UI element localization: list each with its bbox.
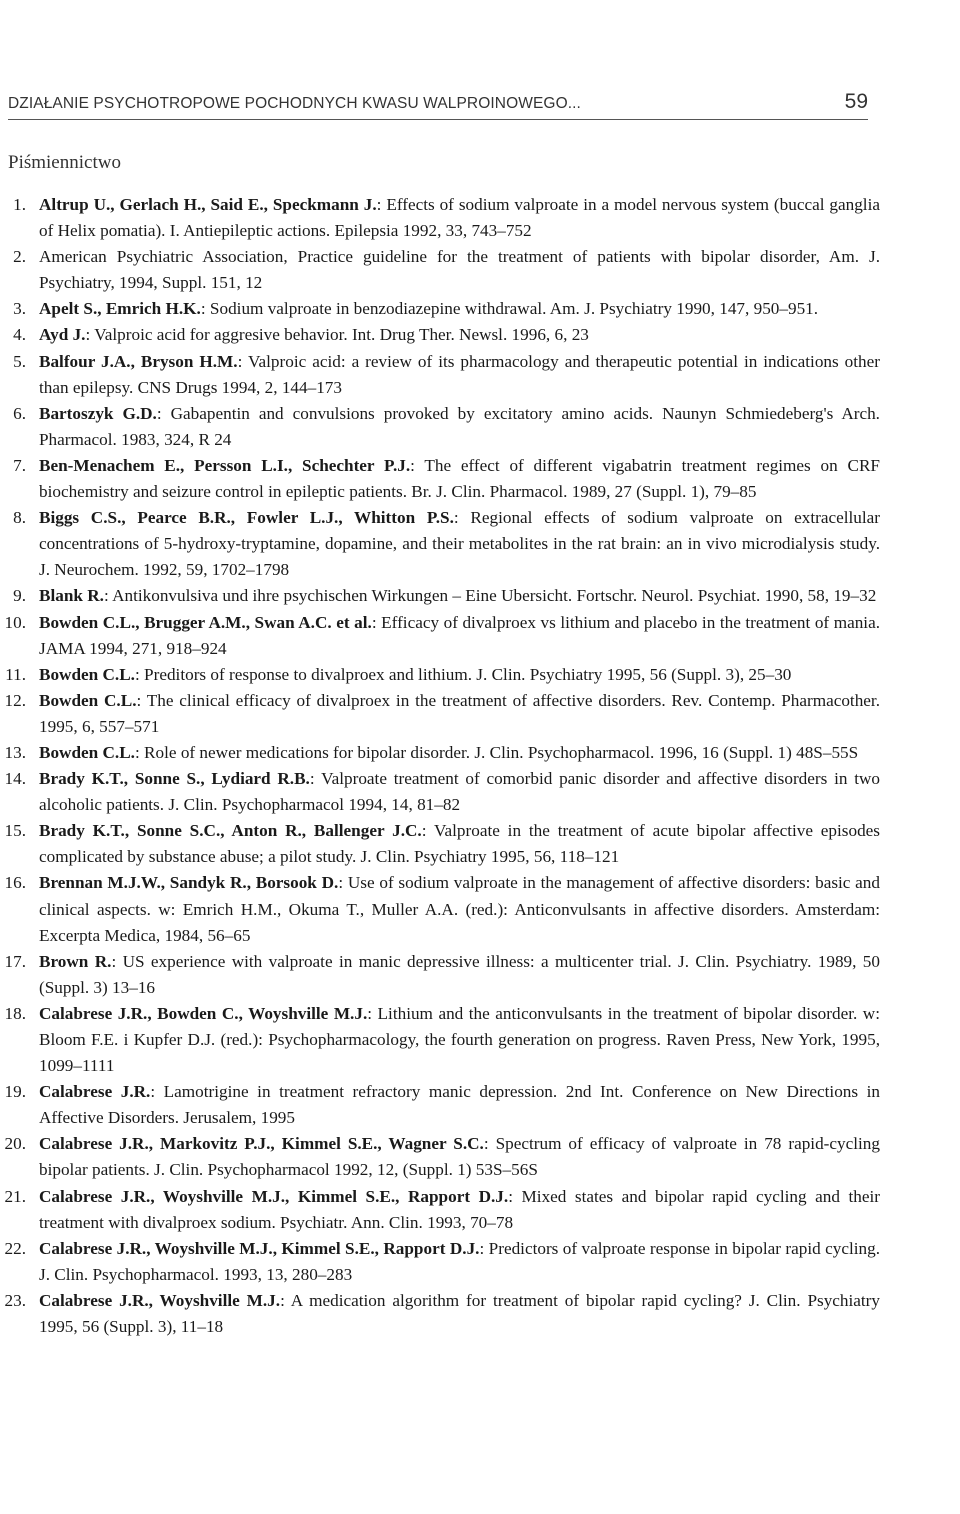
reference-text: : Use of sodium valproate in the management of affective disorders: basic and clinical aspects. w: Emrich H.M., Okuma T., Muller A.A. (red.): Anticonvulsants in affective disorders. Amsterdam: Excerpta Medica, 1984, 56–65 — [39, 873, 880, 945]
reference-item — [0, 662, 880, 688]
reference-authors: Brady K.T., Sonne S., Lydiard R.B. — [39, 769, 310, 789]
reference-text: : Lamotrigine in treatment refractory manic depression. 2nd Int. Conference on New Directions in Affective Disorders. Jerusalem, 1995 — [39, 1082, 880, 1128]
reference-authors: Bowden C.L. — [39, 742, 135, 762]
reference-text: : Role of newer medications for bipolar disorder. J. Clin. Psychopharmacol. 1996, 16 (Suppl. 1) 48S–55S — [134, 742, 859, 762]
reference-item — [0, 349, 880, 401]
reference-authors: Ben-Menachem E., Persson L.I., Schechter P.J. — [39, 455, 411, 475]
reference-item — [0, 1236, 880, 1288]
reference-text: : Mixed states and bipolar rapid cycling and their treatment with divalproex sodium. Psychiatr. Ann. Clin. 1993, 70–78 — [39, 1186, 880, 1232]
page-number: 59 — [844, 90, 868, 113]
reference-number: 14. — [4, 769, 26, 789]
reference-number: 19. — [4, 1082, 26, 1102]
reference-text: : The clinical efficacy of divalproex in the treatment of affective disorders. Rev. Contemp. Pharmacother. 1995, 6, 557–571 — [39, 690, 881, 736]
reference-item — [0, 1079, 880, 1131]
reference-authors: Calabrese J.R. — [39, 1082, 151, 1102]
reference-number: 6. — [13, 403, 26, 423]
reference-item — [0, 505, 880, 583]
reference-number: 17. — [4, 951, 26, 971]
reference-number: 3. — [13, 299, 26, 319]
reference-item — [0, 610, 880, 662]
reference-number: 23. — [4, 1290, 26, 1310]
reference-number: 9. — [13, 586, 26, 606]
reference-number: 10. — [4, 612, 26, 632]
reference-text: : Valproate in the treatment of acute bipolar affective episodes complicated by substance abuse; a pilot study. J. Clin. Psychiatry 1995, 56, 118–121 — [39, 821, 880, 867]
reference-number: 20. — [4, 1134, 26, 1154]
reference-text: American Psychiatric Association, Practice guideline for the treatment of patients with bipolar disorder, Am. J. Psychiatry, 1994, Suppl. 151, 12 — [39, 247, 880, 293]
reference-authors: Calabrese J.R., Woyshville M.J., Kimmel S.E., Rapport D.J. — [39, 1186, 509, 1206]
reference-authors: Biggs C.S., Pearce B.R., Fowler L.J., Whitton P.S. — [39, 508, 454, 528]
reference-authors: Calabrese J.R., Bowden C., Woyshville M.J. — [39, 1003, 368, 1023]
reference-authors: Brown R. — [39, 951, 112, 971]
reference-item — [0, 244, 880, 296]
reference-item — [0, 192, 880, 244]
reference-authors: Calabrese J.R., Woyshville M.J., Kimmel S.E., Rapport D.J. — [39, 1238, 480, 1258]
reference-authors: Bowden C.L. — [39, 664, 135, 684]
reference-number: 22. — [4, 1238, 26, 1258]
reference-text: : Spectrum of efficacy of valproate in 78 rapid-cycling bipolar patients. J. Clin. Psychopharmacol 1992, 12, (Suppl. 1) 53S–56S — [39, 1134, 880, 1180]
reference-number: 1. — [13, 195, 26, 214]
reference-number: 7. — [13, 455, 26, 475]
reference-text: : Gabapentin and convulsions provoked by excitatory amino acids. Naunyn Schmiedeberg's Arch. Pharmacol. 1983, 324, R 24 — [39, 403, 880, 449]
reference-item — [0, 296, 880, 322]
reference-text: : Regional effects of sodium valproate on extracellular concentrations of 5-hydroxy-tryptamine, dopamine, and their metabolites in the rat brain: an in vivo microdialysis study. J. Neurochem. 1992, 59, 1702–1798 — [39, 508, 880, 580]
reference-authors: Ayd J. — [39, 325, 86, 345]
reference-text: : Predictors of valproate response in bipolar rapid cycling. J. Clin. Psychopharmacol. 1993, 13, 280–283 — [39, 1238, 880, 1284]
running-title: DZIAŁANIE PSYCHOTROPOWE POCHODNYCH KWASU WALPROINOWEGO... — [8, 95, 581, 112]
reference-item — [0, 949, 880, 1001]
reference-text: : Valproic acid: a review of its pharmacology and therapeutic potential in indications other than epilepsy. CNS Drugs 1994, 2, 144–173 — [39, 351, 880, 397]
reference-authors: Blank R. — [39, 586, 104, 606]
reference-list — [0, 192, 880, 1340]
reference-number: 15. — [4, 821, 26, 841]
reference-text: : Preditors of response to divalproex and lithium. J. Clin. Psychiatry 1995, 56 (Suppl. 3), 25–30 — [134, 664, 792, 684]
reference-text: : The effect of different vigabatrin treatment regimes on CRF biochemistry and seizure control in epileptic patients. Br. J. Clin. Pharmacol. 1989, 27 (Suppl. 1), 79–85 — [39, 455, 880, 502]
reference-number: 13. — [4, 742, 26, 762]
reference-number: 5. — [13, 351, 26, 371]
reference-number: 2. — [13, 247, 26, 267]
reference-text: : Efficacy of divalproex vs lithium and placebo in the treatment of mania. JAMA 1994, 271, 918–924 — [39, 612, 880, 658]
reference-item — [0, 1131, 880, 1183]
reference-text: : Valproate treatment of comorbid panic disorder and affective disorders in two alcoholic patients. J. Clin. Psychopharmacol 1994, 14, 81–82 — [39, 769, 880, 815]
section-title: Piśmiennictwo — [8, 152, 121, 173]
reference-number: 16. — [4, 873, 26, 893]
reference-authors: Calabrese J.R., Woyshville M.J. — [39, 1290, 281, 1310]
reference-authors: Brennan M.J.W., Sandyk R., Borsook D. — [39, 873, 339, 893]
reference-authors: Balfour J.A., Bryson H.M. — [39, 351, 238, 371]
header-rule — [8, 119, 868, 120]
reference-item — [0, 766, 880, 818]
reference-authors: Bowden C.L. — [39, 690, 137, 710]
reference-item — [0, 453, 880, 505]
reference-item — [0, 818, 880, 870]
reference-item — [0, 688, 880, 740]
reference-authors: Bowden C.L., Brugger A.M., Swan A.C. et al. — [39, 612, 372, 632]
reference-item — [0, 740, 880, 766]
reference-item — [0, 870, 880, 948]
reference-item — [0, 401, 880, 453]
reference-item — [0, 583, 880, 609]
reference-text: : Valproic acid for aggresive behavior. Int. Drug Ther. Newsl. 1996, 6, 23 — [85, 325, 589, 345]
reference-authors: Bartoszyk G.D. — [39, 403, 157, 423]
reference-item — [0, 1001, 880, 1079]
reference-text: : Effects of sodium valproate in a model nervous system (buccal ganglia of Helix pomatia). I. Antiepileptic actions. Epilepsia 1992, 33, 743–752 — [39, 195, 880, 241]
reference-text: : Antikonvulsiva und ihre psychischen Wirkungen – Eine Ubersicht. Fortschr. Neurol. Psychiat. 1990, 58, 19–32 — [103, 586, 877, 606]
running-head — [8, 90, 868, 114]
reference-number: 21. — [4, 1186, 26, 1206]
reference-number: 8. — [13, 508, 26, 528]
reference-authors: Altrup U., Gerlach H., Said E., Speckmann J. — [39, 195, 377, 214]
reference-item — [0, 1288, 880, 1340]
reference-number: 11. — [5, 664, 26, 684]
reference-authors: Calabrese J.R., Markovitz P.J., Kimmel S.E., Wagner S.C. — [39, 1134, 484, 1154]
reference-text: : Sodium valproate in benzodiazepine withdrawal. Am. J. Psychiatry 1990, 147, 950–951. — [200, 299, 819, 319]
reference-text: : Lithium and the anticonvulsants in the treatment of bipolar disorder. w: Bloom F.E. i Kupfer D.J. (red.): Psychopharmacology, the fourth generation on progress. Raven Press, New York, 1995, 1099–1111 — [39, 1003, 880, 1076]
reference-number: 12. — [4, 690, 26, 710]
reference-text: : A medication algorithm for treatment of bipolar rapid cycling? J. Clin. Psychiatry 1995, 56 (Suppl. 3), 11–18 — [39, 1290, 881, 1337]
reference-item — [0, 322, 880, 348]
reference-text: : US experience with valproate in manic depressive illness: a multicenter trial. J. Clin. Psychiatry. 1989, 50 (Suppl. 3) 13–16 — [39, 951, 880, 997]
reference-item — [0, 1184, 880, 1236]
reference-authors: Apelt S., Emrich H.K. — [39, 299, 201, 319]
reference-number: 18. — [4, 1003, 26, 1023]
reference-authors: Brady K.T., Sonne S.C., Anton R., Ballenger J.C. — [39, 821, 422, 841]
reference-number: 4. — [13, 325, 26, 345]
